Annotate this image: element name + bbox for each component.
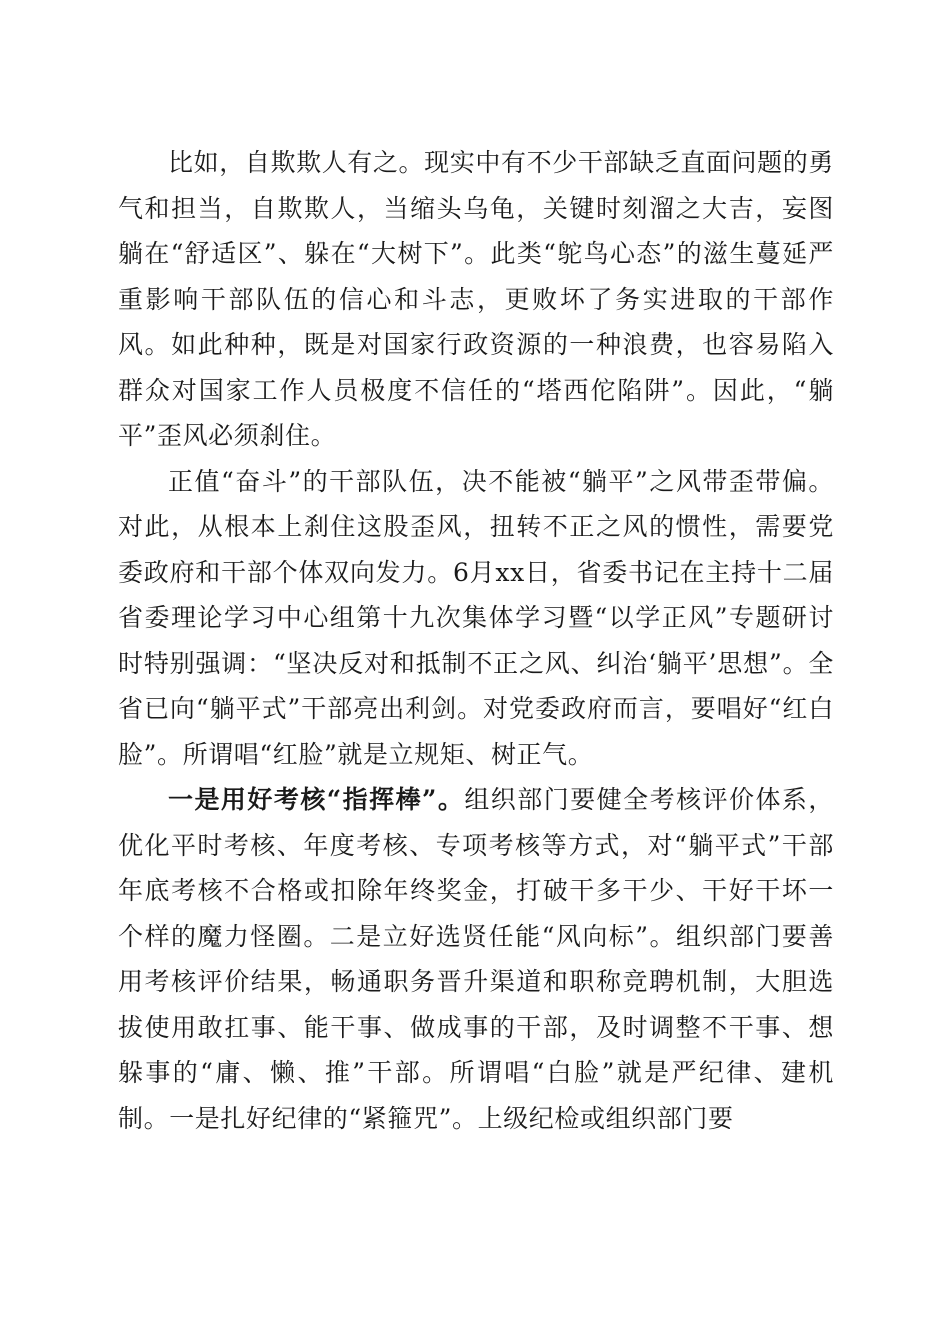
paragraph-3-text: 组织部门要健全考核评价体系，优化平时考核、年度考核、专项考核等方式，对“躺平式”干部年底考核不合格或扣除年终奖金，打破干多干少、干好干坏一个样的魔力怪圈。二是立好选贤任能“风向标”。组织部门要善用考核评价结果，畅通职务晋升渠道和职称竞聘机制，大胆选拔使用敢扛事、能干事、做成事的干部，及时调整不干事、想躲事的“庸、懒、推”干部。所谓唱“白脸”就是严纪律、建机制。一是扎好纪律的“紧箍咒”。上级纪检或组织部门要 (118, 785, 834, 1133)
paragraph-3-lead: 一是用好考核“指挥棒”。 (168, 785, 465, 814)
paragraph-1 (118, 140, 834, 459)
document-body (118, 140, 834, 1141)
paragraph-2 (118, 459, 834, 778)
paragraph-1-text: 比如，自欺欺人有之。现实中有不少干部缺乏直面问题的勇气和担当，自欺欺人，当缩头乌龟，关键时刻溜之大吉，妄图躺在“舒适区”、躲在“大树下”。此类“鸵鸟心态”的滋生蔓延严重影响干部队伍的信心和斗志，更败坏了务实进取的干部作风。如此种种，既是对国家行政资源的一种浪费，也容易陷入群众对国家工作人员极度不信任的“塔西佗陷阱”。因此，“躺平”歪风必须刹住。 (118, 148, 834, 450)
paragraph-3 (118, 777, 834, 1141)
paragraph-2-text: 正值“奋斗”的干部队伍，决不能被“躺平”之风带歪带偏。对此，从根本上刹住这股歪风，扭转不正之风的惯性，需要党委政府和干部个体双向发力。6月xx日，省委书记在主持十二届省委理论学习中心组第十九次集体学习暨“以学正风”专题研讨时特别强调：“坚决反对和抵制不正之风、纠治‘躺平’思想”。全省已向“躺平式”干部亮出利剑。对党委政府而言，要唱好“红白脸”。所谓唱“红脸”就是立规矩、树正气。 (118, 466, 834, 769)
